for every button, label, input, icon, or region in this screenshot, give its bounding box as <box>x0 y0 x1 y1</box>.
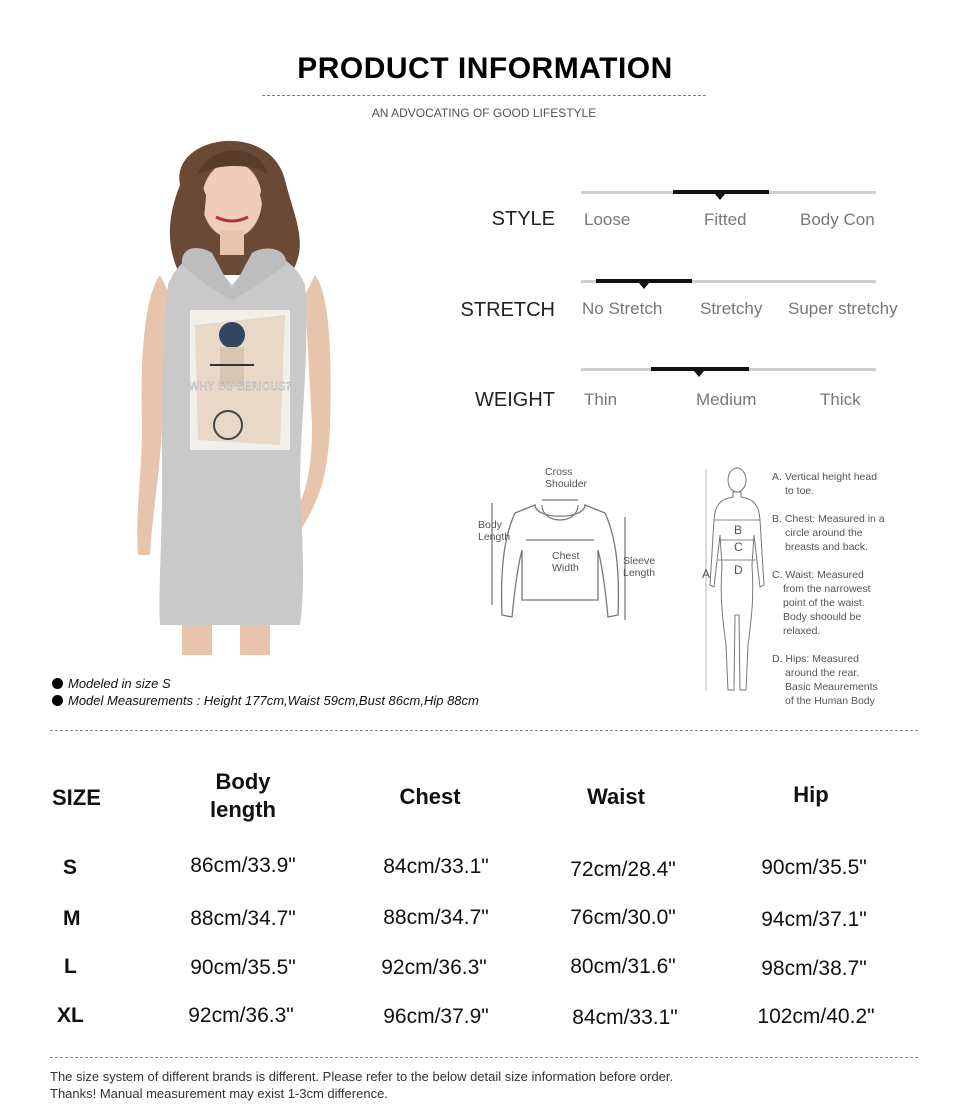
weight-option-thin: Thin <box>584 390 618 409</box>
header-size: SIZE <box>52 785 101 810</box>
header-chest: Chest <box>399 784 461 809</box>
weight-scale <box>581 368 876 371</box>
body-marker-a: A <box>702 567 711 581</box>
body-marker-c: C <box>734 540 743 554</box>
stretch-option-stretchy: Stretchy <box>700 299 763 318</box>
page-title: PRODUCT INFORMATION <box>297 52 673 85</box>
table-cell: 80cm/31.6" <box>570 955 676 978</box>
svg-text:WHY SO SERIOUS?: WHY SO SERIOUS? <box>188 380 292 393</box>
sleeve-length-label: Sleeve Length <box>623 555 656 579</box>
table-cell: 86cm/33.9" <box>190 854 296 877</box>
bullet-icon <box>52 678 63 689</box>
title-divider <box>262 95 706 96</box>
model-measurements-note: Model Measurements : Height 177cm,Waist 59cm,Bust 86cm,Hip 88cm <box>52 693 479 708</box>
table-cell: 88cm/34.7" <box>383 906 489 929</box>
header-hip: Hip <box>793 782 829 807</box>
model-photo <box>120 125 350 655</box>
body-note-b: B. Chest: Measured in a circle around the breasts and back. <box>772 513 885 553</box>
style-option-body-con: Body Con <box>800 210 875 229</box>
table-cell: 92cm/36.3" <box>381 956 487 979</box>
model-size-note: Modeled in size S <box>52 676 171 691</box>
body-note-d: D. Hips: Measured around the rear. Basic Meaurements of the Human Body <box>772 653 878 707</box>
table-cell: 98cm/38.7" <box>761 957 867 980</box>
table-cell: 94cm/37.1" <box>761 908 867 931</box>
table-cell: 90cm/35.5" <box>190 956 296 979</box>
stretch-option-super-stretchy: Super stretchy <box>788 299 898 318</box>
cross-shoulder-label: Cross Shoulder <box>545 466 588 490</box>
style-scale <box>581 191 876 194</box>
table-cell: 84cm/33.1" <box>572 1006 678 1029</box>
footer-divider <box>50 1057 918 1058</box>
header-waist: Waist <box>587 784 645 809</box>
style-label: STYLE <box>491 208 555 230</box>
stretch-pointer-icon <box>639 283 649 289</box>
body-note-c: C. Waist: Measured from the narrowest point of the waist. Body shoould be relaxed. <box>772 569 871 637</box>
table-cell: 72cm/28.4" <box>570 858 676 881</box>
weight-option-thick: Thick <box>820 390 861 409</box>
table-cell: 84cm/33.1" <box>383 855 489 878</box>
chest-width-label: Chest Width <box>552 550 580 574</box>
footer-note-2: Thanks! Manual measurement may exist 1-3cm difference. <box>50 1086 388 1101</box>
style-option-loose: Loose <box>584 210 631 229</box>
body-marker-d: D <box>734 563 743 577</box>
page-subtitle: AN ADVOCATING OF GOOD LIFESTYLE <box>371 106 597 120</box>
size-s: S <box>63 856 78 879</box>
body-marker-b: B <box>734 523 743 537</box>
stretch-scale <box>581 280 876 283</box>
table-cell: 90cm/35.5" <box>761 856 867 879</box>
header-body-length: Body length <box>210 769 276 822</box>
footer-note-1: The size system of different brands is different. Please refer to the below detail size information before order. <box>50 1069 674 1084</box>
body-note-a: A. Vertical height head to toe. <box>772 471 878 497</box>
human-body-measurement-icon <box>700 465 770 697</box>
weight-pointer-icon <box>694 371 704 377</box>
weight-label: WEIGHT <box>475 389 555 411</box>
table-cell: 88cm/34.7" <box>190 907 296 930</box>
body-length-label: Body Length <box>478 519 511 543</box>
size-m: M <box>63 907 81 930</box>
table-cell: 96cm/37.9" <box>383 1005 489 1028</box>
table-cell: 102cm/40.2" <box>757 1005 875 1028</box>
table-cell: 76cm/30.0" <box>570 906 676 929</box>
size-l: L <box>64 955 77 978</box>
bullet-icon <box>52 695 63 706</box>
stretch-label: STRETCH <box>460 299 555 321</box>
style-pointer-icon <box>715 194 725 200</box>
section-divider <box>50 730 918 731</box>
stretch-option-no-stretch: No Stretch <box>582 299 663 318</box>
style-option-fitted: Fitted <box>704 210 747 229</box>
weight-option-medium: Medium <box>696 390 757 409</box>
table-cell: 92cm/36.3" <box>188 1004 294 1027</box>
size-xl: XL <box>57 1004 84 1027</box>
